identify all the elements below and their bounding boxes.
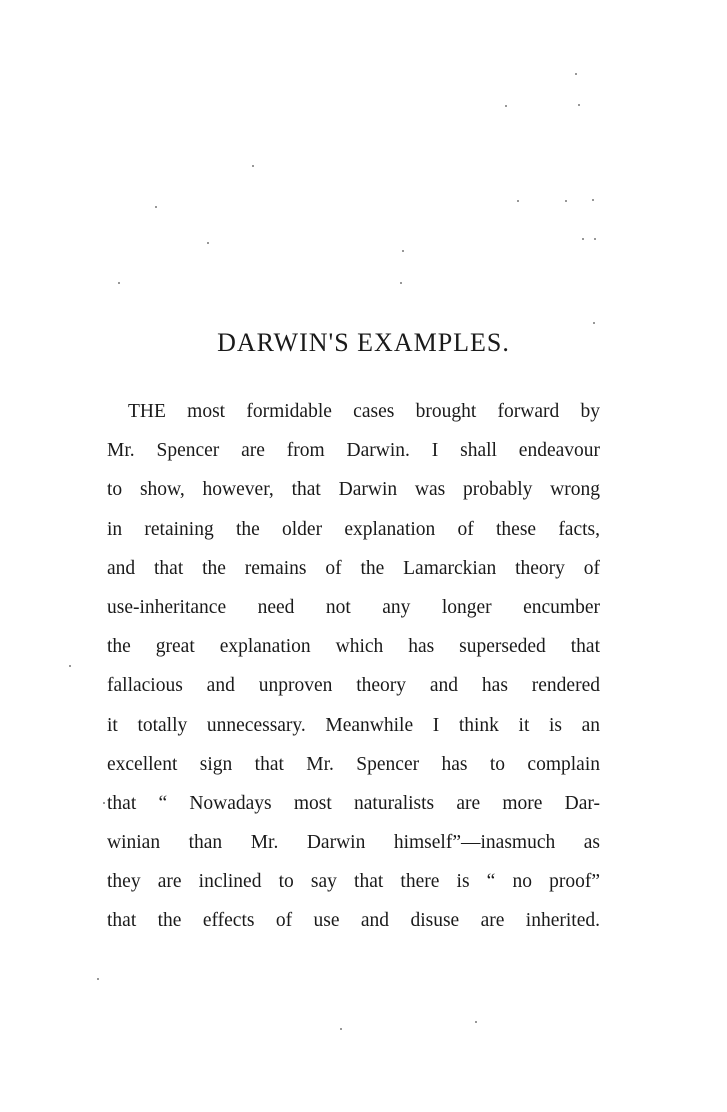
text-line: winian than Mr. Darwin himself”—inasmuch as <box>107 832 600 854</box>
speck <box>103 802 105 804</box>
speck <box>207 242 209 244</box>
text-line: that the effects of use and disuse are inherited. <box>107 910 600 932</box>
speck <box>505 105 507 107</box>
speck <box>575 73 577 75</box>
speck <box>475 1021 477 1023</box>
text-line: fallacious and unproven theory and has rendered <box>107 675 600 697</box>
text-line: the great explanation which has superseded that <box>107 636 600 658</box>
speck <box>118 282 120 284</box>
text-line: excellent sign that Mr. Spencer has to complain <box>107 753 600 775</box>
chapter-heading <box>0 328 727 358</box>
speck <box>155 206 157 208</box>
speck <box>517 200 519 202</box>
speck <box>400 282 402 284</box>
speck <box>97 978 99 980</box>
speck <box>252 165 254 167</box>
text-line: it totally unnecessary. Meanwhile I think it is an <box>107 714 600 736</box>
chapter-heading-text: DARWIN'S EXAMPLES. <box>217 328 510 357</box>
body-paragraph <box>107 392 600 941</box>
text-line: they are inclined to say that there is “ no proof” <box>107 871 600 893</box>
text-line: Mr. Spencer are from Darwin. I shall endeavour <box>107 440 600 462</box>
speck <box>593 322 595 324</box>
speck <box>578 104 580 106</box>
speck <box>582 238 584 240</box>
speck <box>592 199 594 201</box>
text-line: use-inheritance need not any longer encumber <box>107 596 600 618</box>
text-line: to show, however, that Darwin was probably wrong <box>107 479 600 501</box>
text-line: and that the remains of the Lamarckian theory of <box>107 557 600 579</box>
text-line: THE most formidable cases brought forward by <box>128 401 600 422</box>
text-line: that “ Nowadays most naturalists are more Dar- <box>107 792 600 814</box>
speck <box>340 1028 342 1030</box>
speck <box>594 238 596 240</box>
speck <box>69 665 71 667</box>
text-line: in retaining the older explanation of these facts, <box>107 518 600 540</box>
speck <box>565 200 567 202</box>
speck <box>402 250 404 252</box>
